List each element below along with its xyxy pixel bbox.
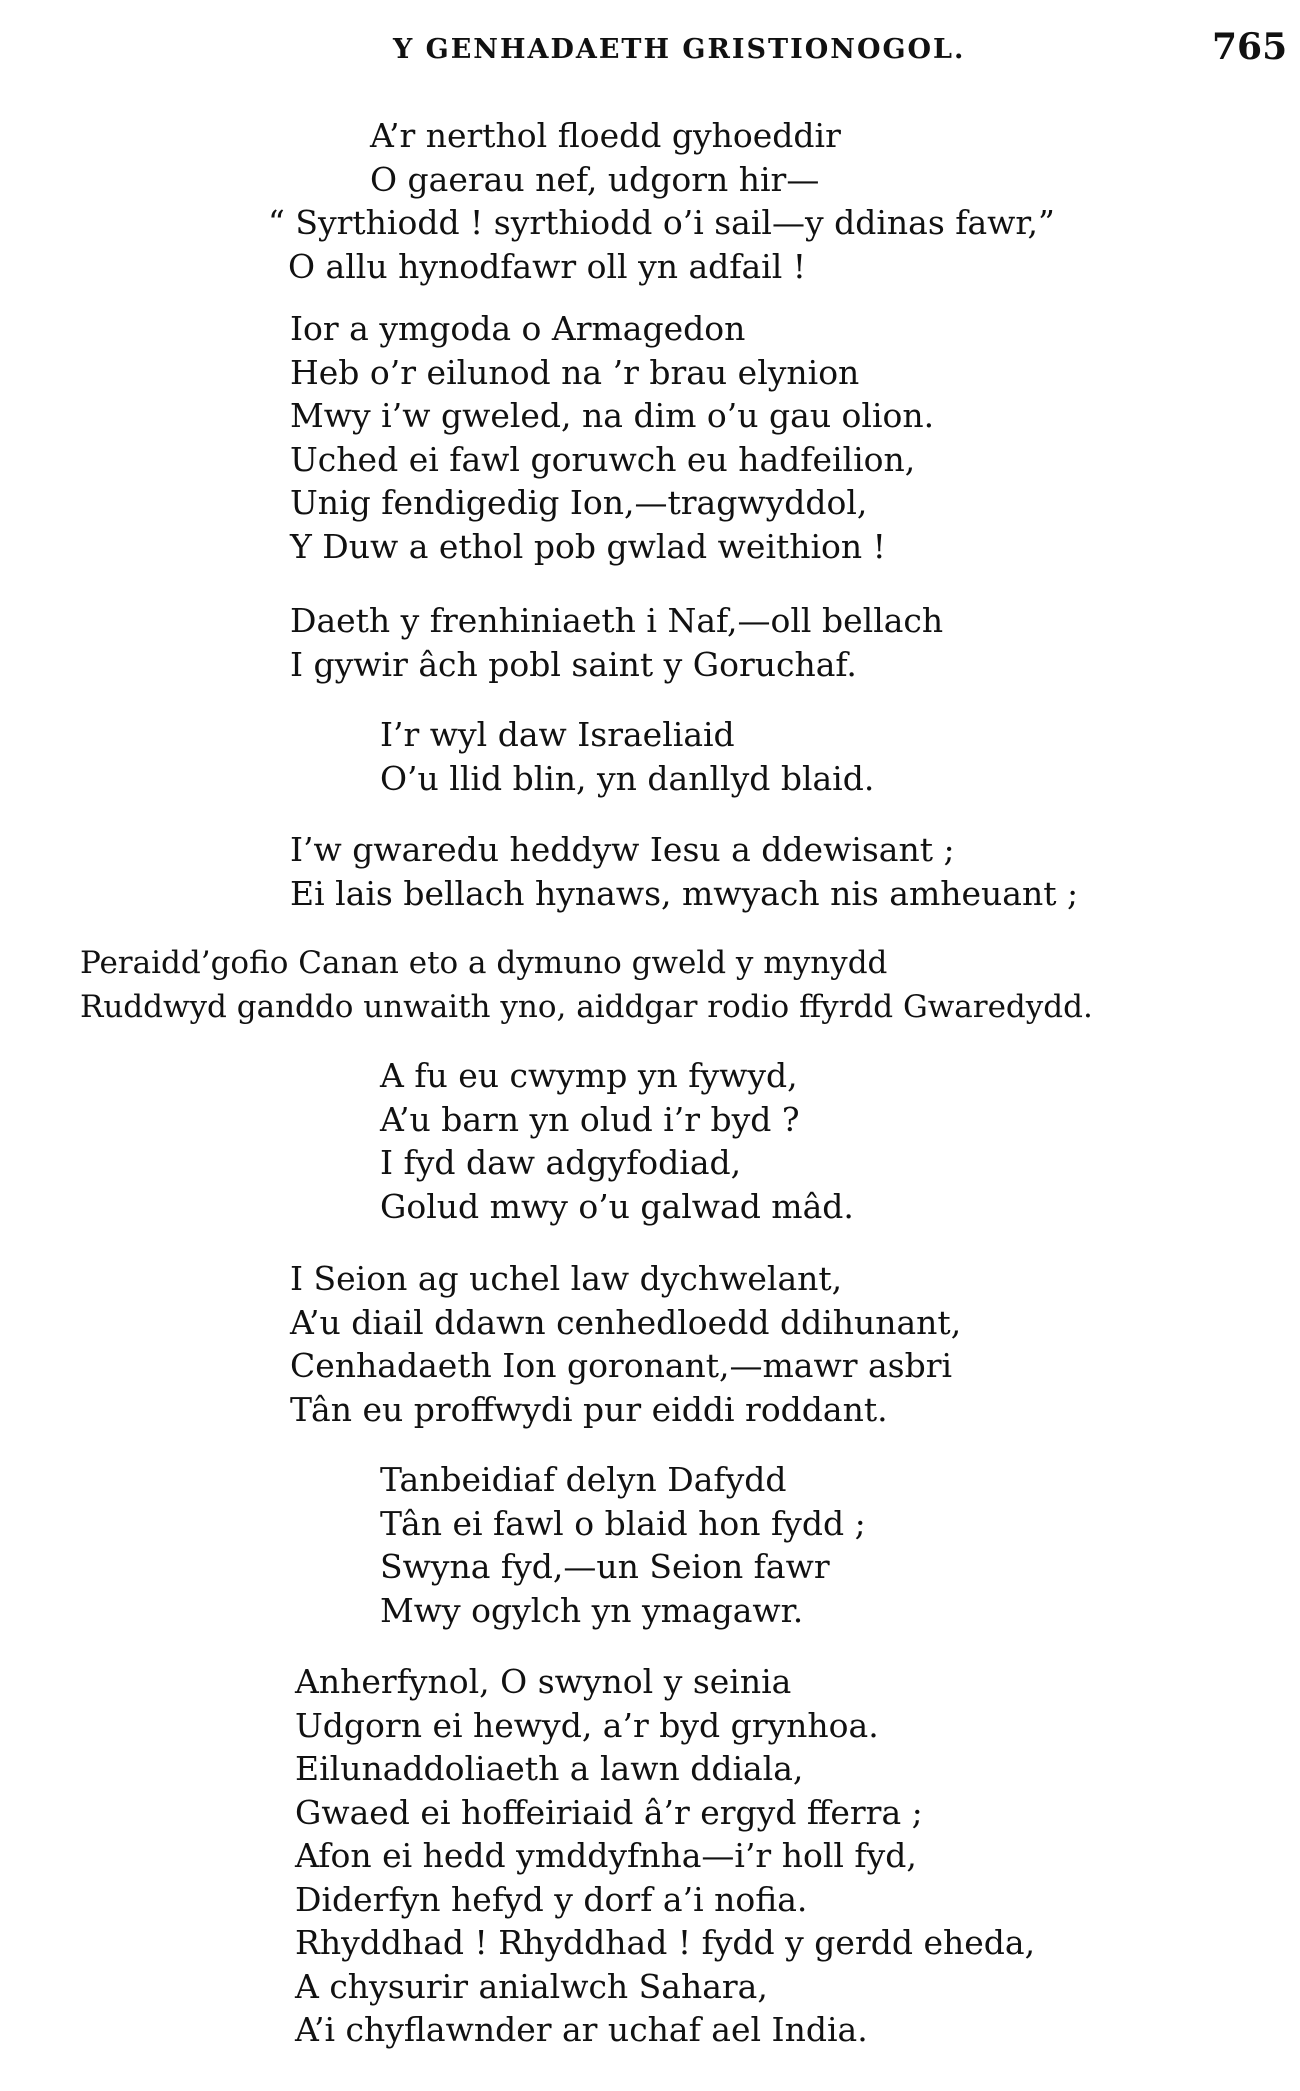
stanza-1: [268, 114, 1055, 288]
stanza-8: [290, 1257, 961, 1431]
stanza-6: [80, 942, 1093, 1029]
verse-line: O allu hynodfawr oll yn adfail !: [288, 246, 807, 286]
verse-line: A fu eu cwymp yn fywyd,: [380, 1056, 798, 1095]
verse-line: Ei lais bellach hynaws, mwyach nis amheuant ;: [290, 873, 1079, 913]
running-title: Y GENHADAETH GRISTIONOGOL.: [393, 34, 966, 65]
stanza-3: [290, 599, 943, 686]
verse-line: Y Duw a ethol pob gwlad weithion !: [290, 526, 886, 566]
verse-line: Peraidd’gofio Canan eto a dymuno gweld y mynydd: [80, 945, 888, 981]
verse-line: I gywir âch pobl saint y Goruchaf.: [290, 644, 857, 684]
verse-line: I’w gwaredu heddyw Iesu a ddewisant ;: [290, 830, 955, 869]
verse-line: O’u llid blin, yn danllyd blaid.: [380, 758, 875, 798]
stanza-2: [290, 307, 934, 568]
verse-line: A’u diail ddawn cenhedloedd ddihunant,: [290, 1302, 962, 1342]
verse-line: Cenhadaeth Ion goronant,—mawr asbri: [290, 1346, 953, 1385]
verse-line: A’r nerthol floedd gyhoeddir: [370, 116, 841, 155]
verse-line: Mwy ogylch yn ymagawr.: [380, 1590, 804, 1630]
verse-line: Anherfynol, O swynol y seinia: [295, 1662, 792, 1701]
verse-line: Rhyddhad ! Rhyddhad ! fydd y gerdd eheda,: [295, 1923, 1036, 1962]
verse-line: Heb o’r eilunod na ’r brau elynion: [290, 352, 860, 392]
stanza-5: [290, 828, 1078, 915]
verse-line: A’i chyflawnder ar uchaf ael India.: [295, 2010, 868, 2049]
verse-line: Golud mwy o’u galwad mâd.: [380, 1186, 854, 1226]
verse-line: Daeth y frenhiniaeth i Naf,—oll bellach: [290, 601, 944, 640]
verse-line: Mwy i’w gweled, na dim o’u gau olion.: [290, 396, 935, 435]
stanza-10: [295, 1660, 1035, 2052]
verse-line: Tân ei fawl o blaid hon fydd ;: [380, 1503, 866, 1543]
verse-line: Unig fendigedig Ion,—tragwyddol,: [290, 483, 868, 522]
stanza-4: [380, 713, 874, 800]
verse-line: Ruddwyd ganddo unwaith yno, aiddgar rodio ffyrdd Gwaredydd.: [80, 988, 1093, 1025]
verse-line: Ior a ymgoda o Armagedon: [290, 309, 746, 348]
verse-line: Udgorn ei hewyd, a’r byd grynhoa.: [295, 1705, 879, 1745]
verse-line: Gwaed ei hoffeiriaid â’r ergyd fferra ;: [295, 1792, 923, 1832]
verse-line: A chysurir anialwch Sahara,: [295, 1966, 768, 2006]
verse-line: I fyd daw adgyfodiad,: [380, 1143, 742, 1182]
verse-line: Uched ei fawl goruwch eu hadfeilion,: [290, 439, 916, 479]
verse-line: Swyna fyd,—un Seion fawr: [380, 1547, 830, 1586]
verse-line: Tân eu proffwydi pur eiddi roddant.: [290, 1389, 888, 1429]
verse-line: I Seion ag uchel law dychwelant,: [290, 1259, 843, 1298]
verse-line: Eilunaddoliaeth a lawn ddiala,: [295, 1749, 804, 1788]
verse-line: Afon ei hedd ymddyfnha—i’r holl fyd,: [295, 1836, 917, 1875]
verse-line: I’r wyl daw Israeliaid: [380, 715, 735, 754]
verse-line: “ Syrthiodd ! syrthiodd o’i sail—y ddinas fawr,”: [268, 203, 1055, 242]
verse-line: Diderfyn hefyd y dorf a’i nofia.: [295, 1879, 808, 1919]
verse-line: A’u barn yn olud i’r byd ?: [380, 1099, 800, 1139]
verse-line: O gaerau nef, udgorn hir—: [370, 159, 820, 199]
stanza-9: [380, 1458, 866, 1632]
stanza-7: [380, 1054, 854, 1228]
verse-line: Tanbeidiaf delyn Dafydd: [380, 1460, 787, 1499]
page-number: 765: [1212, 26, 1288, 68]
